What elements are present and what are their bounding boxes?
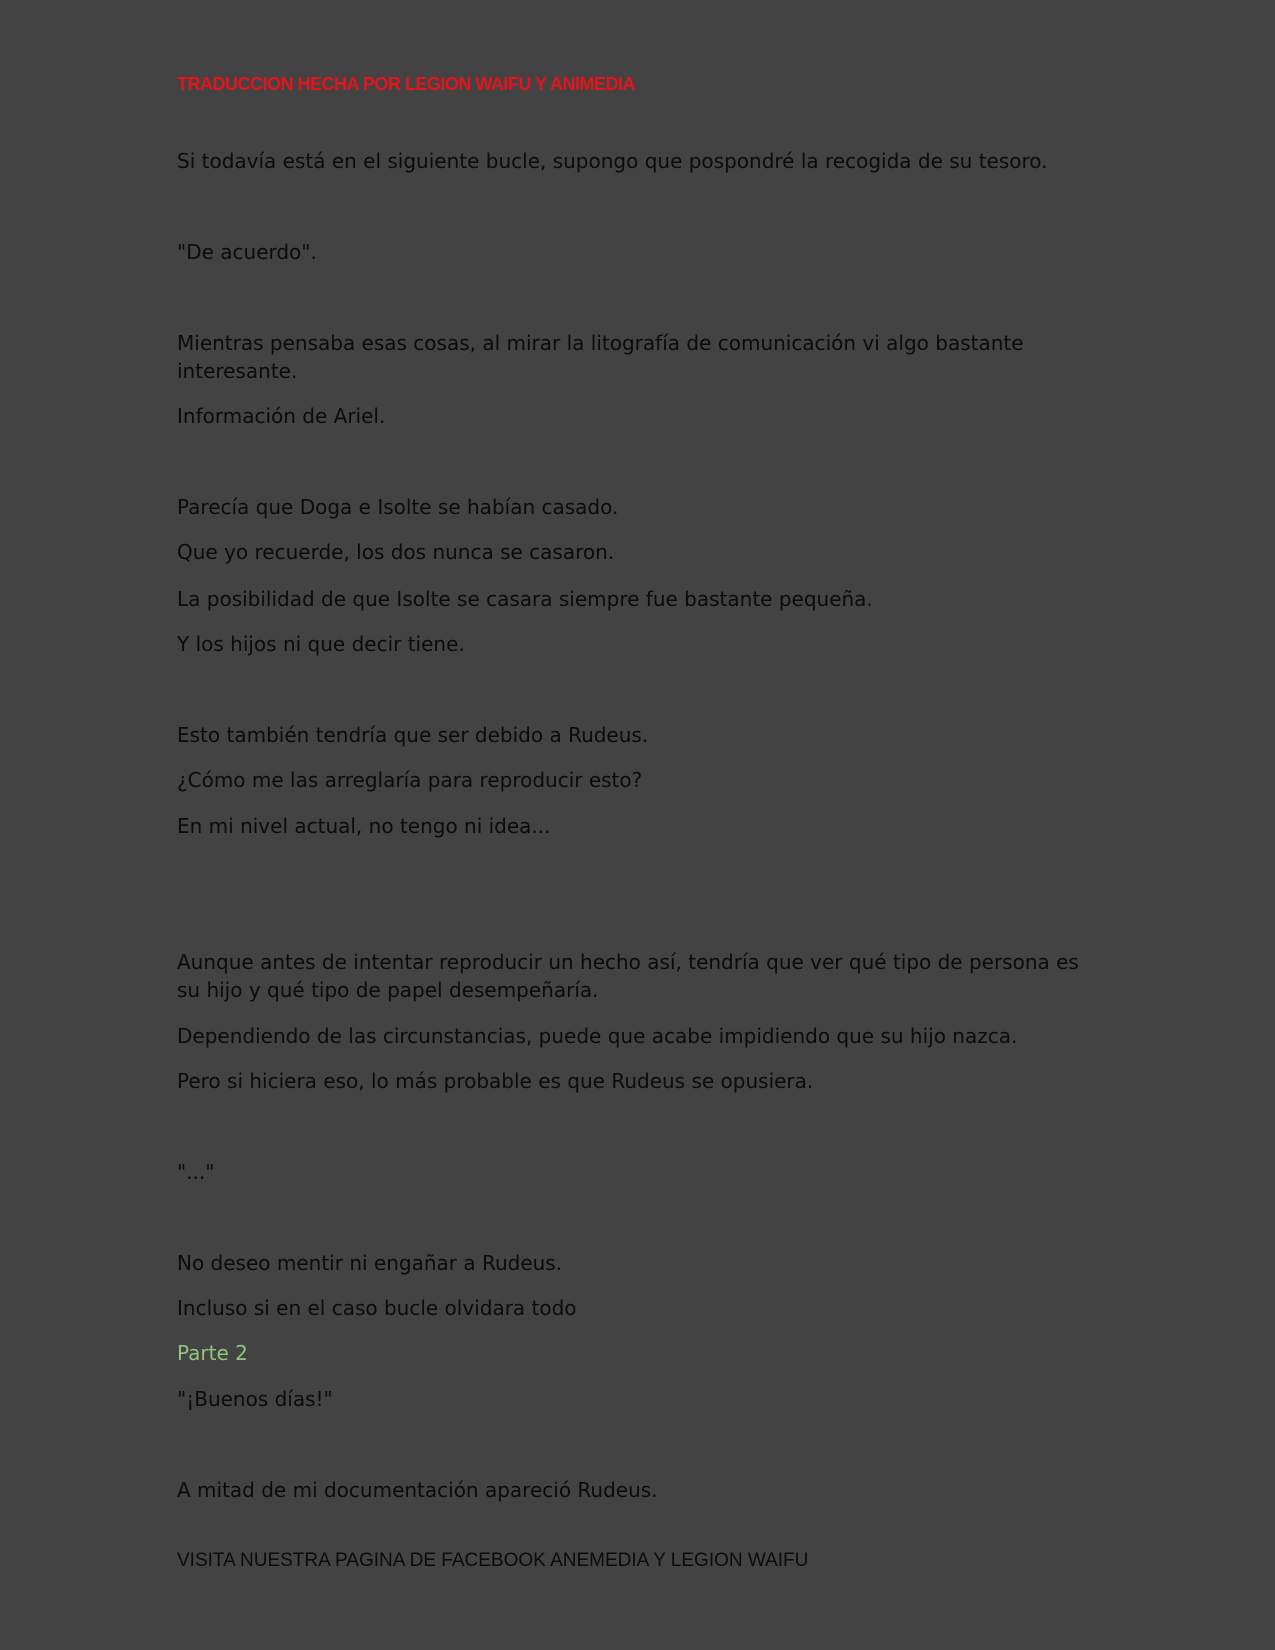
- paragraph: "De acuerdo".: [177, 240, 317, 264]
- translation-credit-header: TRADUCCION HECHA POR LEGION WAIFU Y ANIMEDIA: [177, 74, 636, 94]
- paragraph: Y los hijos ni que decir tiene.: [177, 632, 465, 656]
- paragraph: Que yo recuerde, los dos nunca se casaron.: [177, 540, 615, 564]
- paragraph: Pero si hiciera eso, lo más probable es que Rudeus se opusiera.: [177, 1069, 814, 1093]
- paragraph: Información de Ariel.: [177, 404, 386, 428]
- paragraph: La posibilidad de que Isolte se casara siempre fue bastante pequeña.: [177, 587, 873, 611]
- paragraph: A mitad de mi documentación apareció Rudeus.: [177, 1478, 658, 1502]
- paragraph: No deseo mentir ni engañar a Rudeus.: [177, 1251, 563, 1275]
- facebook-footer-note: VISITA NUESTRA PAGINA DE FACEBOOK ANEMEDIA Y LEGION WAIFU: [177, 1550, 809, 1571]
- paragraph: Si todavía está en el siguiente bucle, supongo que pospondré la recogida de su tesoro.: [177, 149, 1048, 173]
- section-heading-parte-2: Parte 2: [177, 1341, 248, 1365]
- paragraph: Mientras pensaba esas cosas, al mirar la litografía de comunicación vi algo bastante interesante.: [177, 331, 1024, 383]
- paragraph: Esto también tendría que ser debido a Rudeus.: [177, 723, 649, 747]
- paragraph: ¿Cómo me las arreglaría para reproducir esto?: [177, 768, 643, 792]
- paragraph: En mi nivel actual, no tengo ni idea...: [177, 814, 551, 838]
- paragraph: Aunque antes de intentar reproducir un hecho así, tendría que ver qué tipo de persona es su hijo y qué tipo de papel desempeñaría.: [177, 950, 1079, 1002]
- paragraph: "¡Buenos días!": [177, 1387, 333, 1411]
- paragraph: Incluso si en el caso bucle olvidara todo: [177, 1296, 577, 1320]
- paragraph: Parecía que Doga e Isolte se habían casado.: [177, 495, 619, 519]
- paragraph: Dependiendo de las circunstancias, puede que acabe impidiendo que su hijo nazca.: [177, 1024, 1018, 1048]
- paragraph: "...": [177, 1160, 215, 1184]
